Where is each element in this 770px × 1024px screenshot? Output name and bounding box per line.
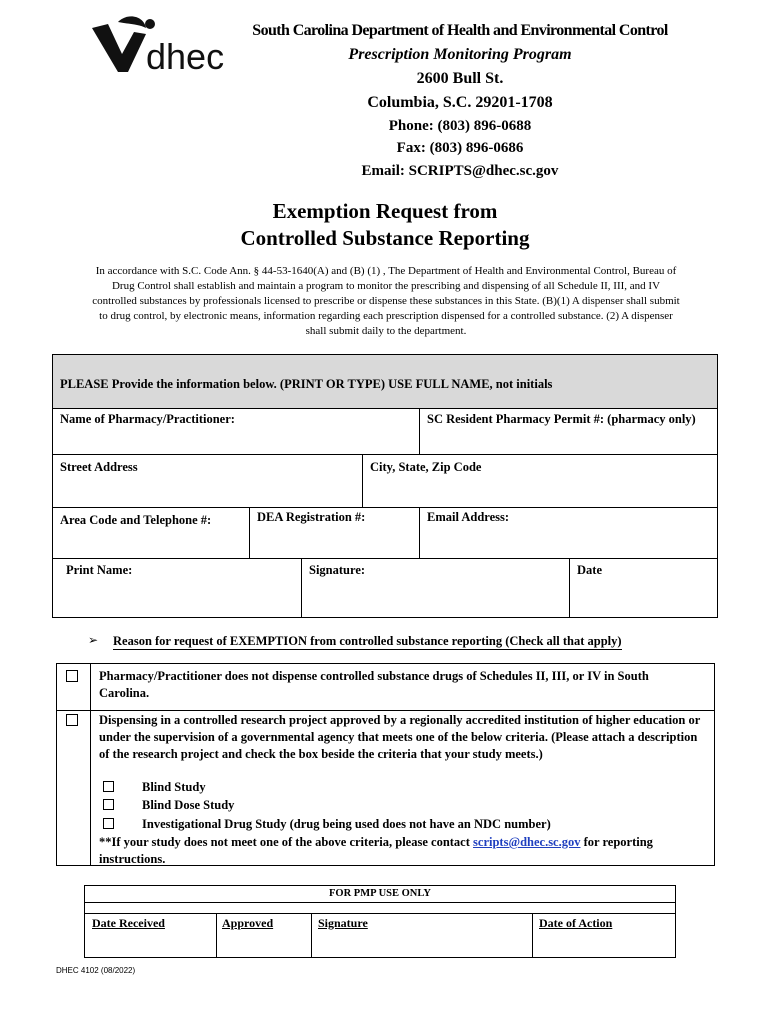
option1-text: Pharmacy/Practitioner does not dispense controlled substance drugs of Schedules II, III, or IV in South Carolina. [99,669,649,700]
signature-label: Signature: [309,563,366,577]
checkbox-column-divider [90,663,91,866]
form-number: DHEC 4102 (08/2022) [56,966,136,975]
approved-header: Approved [222,916,274,930]
email-line: Email: SCRIPTS@dhec.sc.gov [361,163,559,179]
arrow-bullet-icon: ➢ [88,633,99,647]
pmp-spacer-divider [84,913,676,914]
document-title [60,198,710,252]
date-of-action-header: Date of Action [539,916,613,930]
study-note-suffix: for reporting instructions. [99,835,653,866]
pmp-col-divider-1 [216,913,217,958]
telephone-label: Area Code and Telephone #: [60,513,212,527]
blind-dose-study-label: Blind Dose Study [142,798,235,812]
study-note [99,834,699,868]
instruction-text: PLEASE Provide the information below. (PRINT OR TYPE) USE FULL NAME, not initials [60,377,553,391]
option2-checkbox[interactable] [66,714,78,726]
title-line-1: Exemption Request from [272,199,498,223]
intro-paragraph: In accordance with S.C. Code Ann. § 44-53-1640(A) and (B) (1) , The Department of Health and Environmental Control, Bureau of Drug Control shall establish and maintain a program to monitor the prescribing and dispensing of all Schedule II, III, and IV controlled substances by professionals licensed to prescribe or dispense these substances in this State. (B)(1) A dispenser shall submit to drug control, by electronic means, information regarding each prescription dispensed for a controlled substance. (2) A dispenser shall submit daily to the department. [92,265,680,337]
investigational-drug-study-label: Investigational Drug Study (drug being used does not have an NDC number) [142,817,551,831]
pmp-col-divider-3 [532,913,533,958]
study-note-prefix: **If your study does not meet one of the above criteria, please contact [99,835,474,849]
pharmacy-name-label: Name of Pharmacy/Practitioner: [60,412,235,426]
phone-line: Phone: (803) 896-0688 [388,118,532,134]
address-line-2: Columbia, S.C. 29201-1708 [367,94,553,111]
blind-study-label: Blind Study [142,780,206,794]
blind-dose-study-checkbox[interactable] [103,799,114,810]
reason-heading: Reason for request of EXEMPTION from controlled substance reporting (Check all that apply) [113,634,622,648]
option2-text: Dispensing in a controlled research project approved by a regionally accredited institution of higher education or under the supervision of a governmental agency that meets one of the below criteria. (Please attach a description of the research project and check the box beside the criteria that your study meets.) [99,713,701,761]
address-line-1: 2600 Bull St. [416,70,504,87]
blind-study-checkbox[interactable] [103,781,114,792]
date-label: Date [577,563,602,577]
street-address-label: Street Address [60,460,138,474]
scripts-email-link[interactable]: scripts@dhec.sc.gov [473,835,581,849]
pmp-col-divider-2 [311,913,312,958]
dea-registration-label: DEA Registration #: [257,510,366,524]
email-address-label: Email Address: [427,510,510,524]
pmp-signature-header: Signature [318,916,368,930]
city-state-zip-label: City, State, Zip Code [370,460,482,474]
permit-label: SC Resident Pharmacy Permit #: (pharmacy only) [427,412,696,426]
option1-checkbox[interactable] [66,670,78,682]
fax-line: Fax: (803) 896-0686 [396,140,524,156]
logo-wordmark: dhec [146,36,225,76]
print-name-label: Print Name: [66,563,133,577]
investigational-drug-study-checkbox[interactable] [103,818,114,829]
department-name: South Carolina Department of Health and Environmental Control [252,22,668,39]
title-line-2: Controlled Substance Reporting [240,226,530,250]
date-received-header: Date Received [92,916,165,930]
pmp-use-only-title: FOR PMP USE ONLY [329,888,431,899]
program-name: Prescription Monitoring Program [348,46,572,63]
pmp-title-divider [84,902,676,903]
